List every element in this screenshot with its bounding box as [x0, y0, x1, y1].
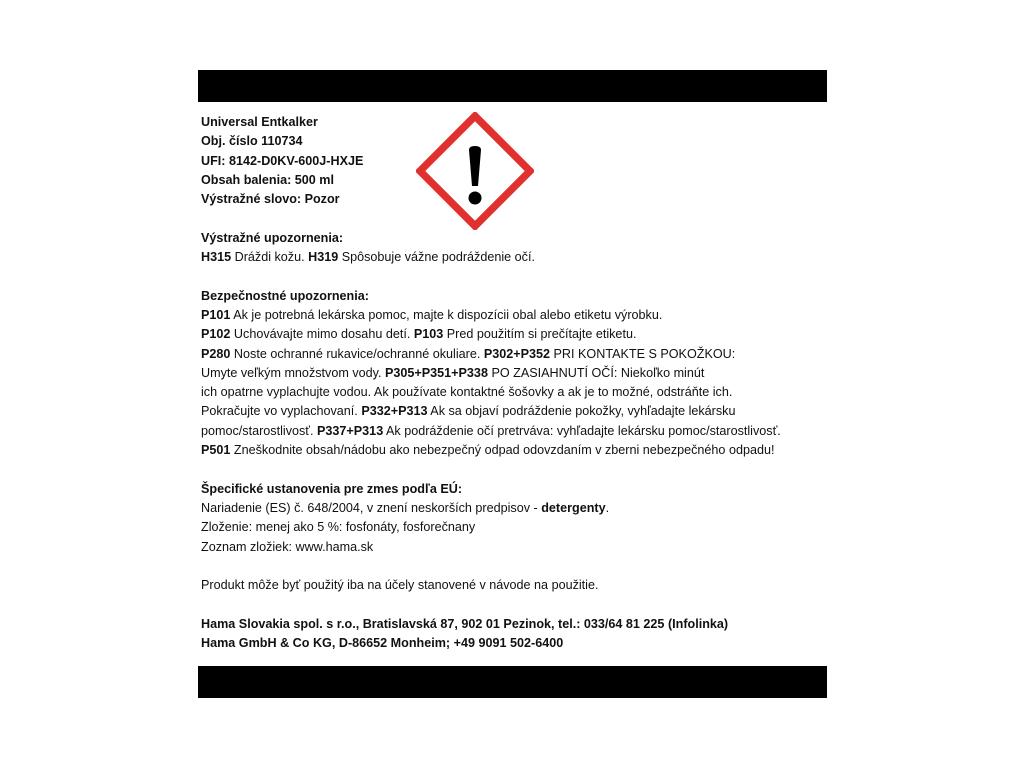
- product-label: [201, 113, 831, 653]
- bottom-black-bar: [198, 666, 827, 698]
- contact-germany: Hama GmbH & Co KG, D-86652 Monheim; +49 9091 502-6400: [201, 636, 564, 651]
- eu-regulation: Nariadenie (ES) č. 648/2004, v znení neskorších predpisov - detergenty.: [201, 500, 610, 515]
- usage-note: Produkt môže byť použitý iba na účely stanovené v návode na použitie.: [201, 578, 599, 593]
- precautionary-line: pomoc/starostlivosť. P337+P313 Ak podráždenie očí pretrváva: vyhľadajte lekársku pomoc/starostlivosť.: [201, 423, 781, 438]
- eu-provisions-heading: Špecifické ustanovenia pre zmes podľa EÚ:: [201, 481, 463, 496]
- precautionary-line: Umyte veľkým množstvom vody. P305+P351+P338 PO ZASIAHNUTÍ OČÍ: Niekoľko minút: [201, 365, 705, 380]
- eu-composition: Zloženie: menej ako 5 %: fosfonáty, fosforečnany: [201, 520, 476, 535]
- precautionary-line: P102 Uchovávajte mimo dosahu detí. P103 Pred použitím si prečítajte etiketu.: [201, 327, 637, 342]
- top-black-bar: [198, 70, 827, 102]
- eu-ingredients-list: Zoznam zložiek: www.hama.sk: [201, 539, 374, 554]
- precautionary-line: ich opatrne vyplachujte vodou. Ak používate kontaktné šošovky a ak je to možné, odstráňte ich.: [201, 385, 733, 400]
- product-name: Universal Entkalker: [201, 115, 318, 129]
- precautionary-heading: Bezpečnostné upozornenia:: [201, 288, 369, 303]
- signal-word: Výstražné slovo: Pozor: [201, 192, 340, 207]
- precautionary-line: P501 Zneškodnite obsah/nádobu ako nebezpečný odpad odovzdaním v zberni nebezpečného odpadu!: [201, 443, 775, 458]
- contact-slovakia: Hama Slovakia spol. s r.o., Bratislavská 87, 902 01 Pezinok, tel.: 033/64 81 225 (Infolinka): [201, 616, 729, 631]
- hazard-statements-heading: Výstražné upozornenia:: [201, 230, 344, 245]
- package-content: Obsah balenia: 500 ml: [201, 172, 334, 187]
- ufi-code: UFI: 8142-D0KV-600J-HXJE: [201, 153, 364, 168]
- hazard-statements-line: H315 Dráždi kožu. H319 Spôsobuje vážne podráždenie očí.: [201, 250, 535, 265]
- precautionary-line: P101 Ak je potrebná lekárska pomoc, majte k dispozícii obal alebo etiketu výrobku.: [201, 307, 663, 322]
- order-number: Obj. číslo 110734: [201, 134, 303, 149]
- precautionary-line: P280 Noste ochranné rukavice/ochranné okuliare. P302+P352 PRI KONTAKTE S POKOŽKOU:: [201, 346, 736, 361]
- precautionary-line: Pokračujte vo vyplachovaní. P332+P313 Ak sa objaví podráždenie pokožky, vyhľadajte lekársku: [201, 404, 736, 419]
